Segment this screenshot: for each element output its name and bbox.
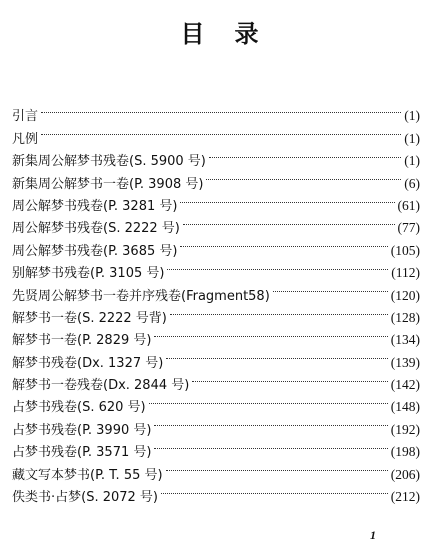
dot-leader [273, 277, 388, 299]
dot-leader [192, 367, 387, 389]
toc-entry [12, 120, 420, 147]
toc-entry-title: 解梦书残卷(Dx. 1327 号) [12, 355, 164, 371]
toc-entry-page-number: (1) [404, 130, 420, 146]
toc-entry-page-number: (198) [390, 444, 420, 460]
toc-entry-title: 周公解梦书残卷(P. 3685 号) [12, 243, 178, 259]
toc-entry-title: 佚类书·占梦(S. 2072 号) [12, 490, 159, 506]
dot-leader [154, 322, 387, 344]
toc-entry-title: 别解梦书残卷(P. 3105 号) [12, 266, 165, 282]
toc-entry [12, 143, 420, 170]
toc-entry-title: 引言 [12, 109, 39, 125]
dot-leader [167, 255, 388, 277]
toc-entry-page-number: (142) [390, 377, 420, 393]
dot-leader [170, 300, 388, 322]
dot-leader [180, 188, 394, 210]
toc-entry-page-number: (139) [390, 354, 420, 370]
toc-entry-title: 占梦书残卷(P. 3990 号) [12, 422, 152, 438]
toc-entry-title: 占梦书残卷(S. 620 号) [12, 400, 146, 416]
dot-leader [161, 479, 388, 501]
title-char-1: 目 [180, 20, 205, 48]
dot-leader [180, 232, 387, 254]
toc-entry-page-number: (112) [391, 265, 420, 281]
dot-leader [154, 411, 387, 433]
toc-entry-title: 解梦书一卷(P. 2829 号) [12, 333, 152, 349]
dot-leader [209, 143, 401, 165]
toc-entry-page-number: (105) [390, 242, 420, 258]
toc-entry-title: 藏文写本梦书(P. T. 55 号) [12, 467, 163, 483]
dot-leader [206, 165, 401, 187]
page-title [0, 18, 439, 50]
toc-entry-title: 解梦书一卷(S. 2222 号背) [12, 310, 167, 326]
toc-entry-page-number: (148) [390, 399, 420, 415]
toc-entry-page-number: (61) [397, 197, 420, 213]
toc-entry-title: 周公解梦书残卷(P. 3281 号) [12, 198, 178, 214]
toc-entry-page-number: (206) [390, 466, 420, 482]
dot-leader [41, 120, 401, 142]
page-folio: 1 [370, 528, 376, 542]
toc-entry-page-number: (120) [390, 287, 420, 303]
toc-entry-page-number: (1) [404, 153, 420, 169]
toc-entry-page-number: (77) [397, 220, 420, 236]
dot-leader [41, 98, 401, 120]
toc-entry-title: 占梦书残卷(P. 3571 号) [12, 445, 152, 461]
toc-entry-title: 解梦书一卷残卷(Dx. 2844 号) [12, 378, 190, 394]
toc-entry-title: 凡例 [12, 131, 39, 147]
toc-entry-page-number: (1) [404, 108, 420, 124]
toc-entry-title: 先贤周公解梦书一卷并序残卷(Fragment58) [12, 288, 270, 304]
toc-entry [12, 98, 420, 125]
toc-entry-page-number: (6) [404, 175, 420, 191]
toc-entry-page-number: (192) [390, 421, 420, 437]
toc-entry-title: 新集周公解梦书一卷(P. 3908 号) [12, 176, 204, 192]
toc-entry-title: 新集周公解梦书残卷(S. 5900 号) [12, 154, 206, 170]
dot-leader [149, 389, 388, 411]
dot-leader [166, 344, 387, 366]
dot-leader [154, 434, 387, 456]
toc-entry-page-number: (128) [390, 309, 420, 325]
toc-entry-page-number: (134) [390, 332, 420, 348]
table-of-contents [12, 98, 420, 506]
toc-entry-page-number: (212) [390, 489, 420, 505]
dot-leader [183, 210, 395, 232]
toc-entry-title: 周公解梦书残卷(S. 2222 号) [12, 221, 180, 237]
dot-leader [166, 456, 388, 478]
title-char-2: 录 [234, 20, 259, 48]
